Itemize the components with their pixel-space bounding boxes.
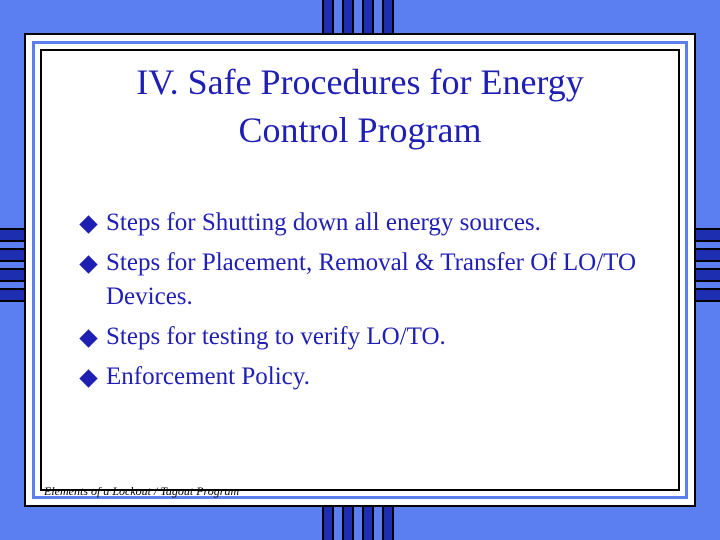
title-line-2: Control Program: [238, 110, 482, 150]
diamond-bullet-icon: [79, 329, 97, 347]
bullet-text: Enforcement Policy.: [106, 363, 310, 390]
bullet-item: [80, 360, 680, 394]
slide-title: [0, 58, 720, 154]
bullet-item: [80, 206, 680, 240]
bullet-list: [80, 206, 680, 400]
bullet-item: [80, 246, 680, 314]
bullet-item: [80, 320, 680, 354]
bullet-text: Steps for Shutting down all energy sources.: [106, 209, 541, 236]
diamond-bullet-icon: [79, 215, 97, 233]
diamond-bullet-icon: [79, 255, 97, 273]
slide-footer: Elements of a Lockout / Tagout Program: [44, 484, 240, 498]
diamond-bullet-icon: [79, 369, 97, 387]
bullet-text: Steps for Placement, Removal & Transfer Of LO/TO Devices.: [106, 249, 637, 310]
bullet-text: Steps for testing to verify LO/TO.: [106, 323, 446, 350]
title-line-1: IV. Safe Procedures for Energy: [136, 62, 584, 102]
